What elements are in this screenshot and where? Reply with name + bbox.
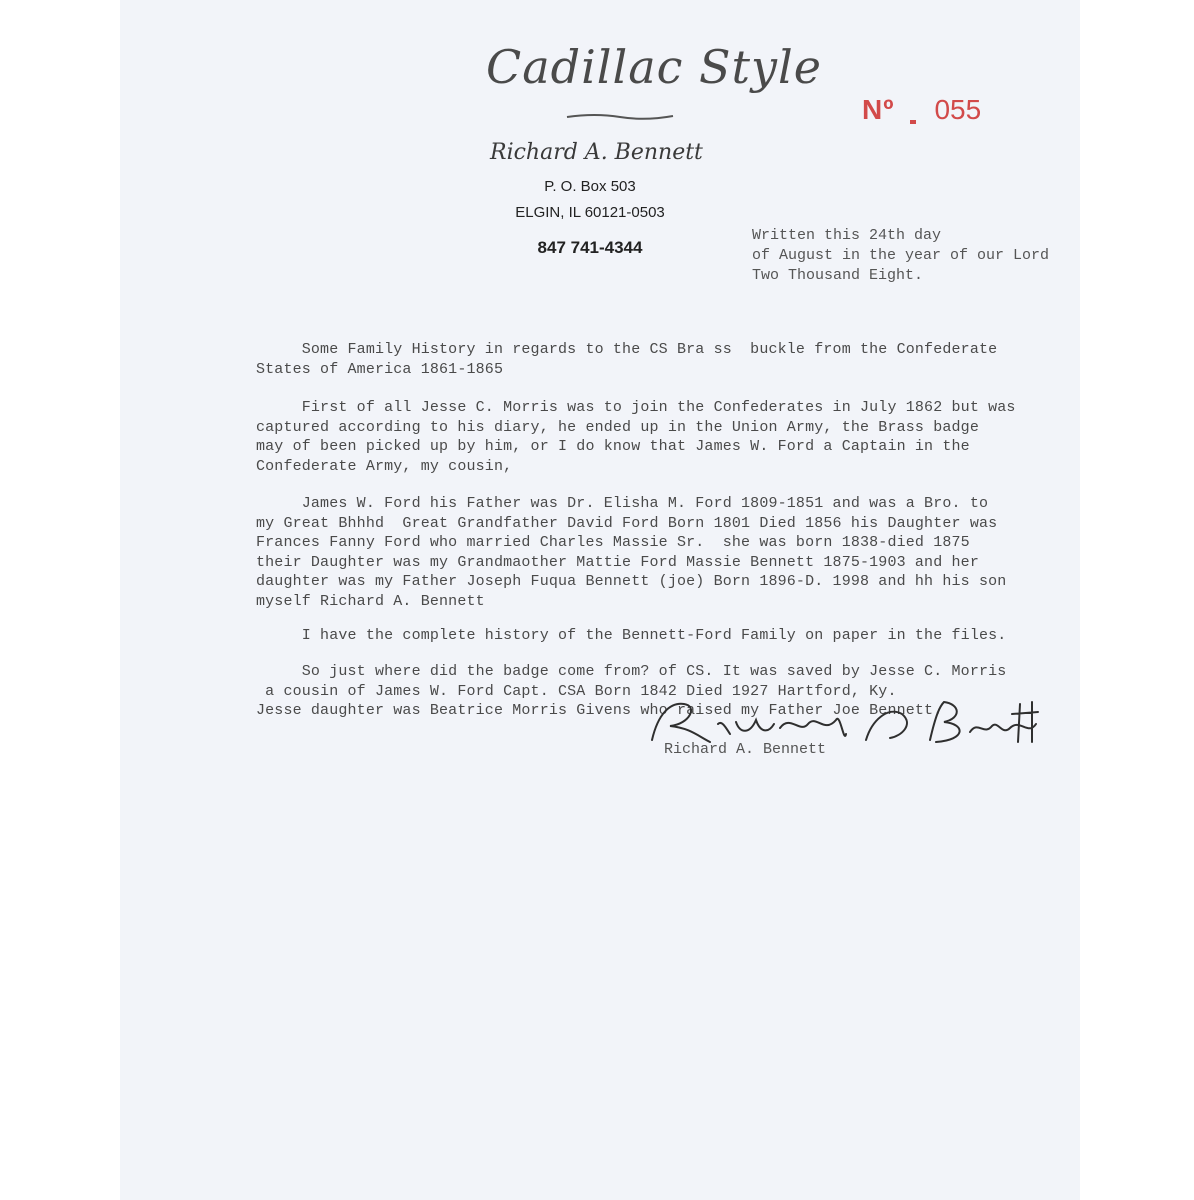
letterhead-po-box: P. O. Box 503	[544, 178, 636, 195]
paragraph-intro: Some Family History in regards to the CS Bra ss buckle from the Confederate States of America 1861-1865	[256, 341, 998, 378]
typed-signature-name: Richard A. Bennett	[664, 741, 827, 758]
letterhead-brand: Cadillac Style	[486, 40, 822, 94]
serial-prefix: Nº	[862, 94, 895, 125]
paragraph-history-files: I have the complete history of the Bennett-Ford Family on paper in the files.	[256, 627, 1007, 644]
letterhead-name: Richard A. Bennett	[490, 140, 703, 165]
date-block: Written this 24th day of August in the year of our Lord Two Thousand Eight.	[752, 227, 1050, 284]
page-background-margin	[1080, 0, 1194, 1200]
paragraph-genealogy: James W. Ford his Father was Dr. Elisha M. Ford 1809-1851 and was a Bro. to my Great Bhhhd Great Grandfather David Ford Born 1801 Died 1856 his Daughter was Frances Fanny Ford who married Charles Massie Sr. she was born 1838-died 1875 their Daughter was my Grandmaother Mattie Ford Massie Bennett 1875-1903 and her daughter was my Father Joseph Fuqua Bennett (joe) Born 1896-D. 1998 and hh his son myself Richard A. Bennett	[256, 495, 1007, 610]
paragraph-morris: First of all Jesse C. Morris was to join the Confederates in July 1862 but was captured according to his diary, he ended up in the Union Army, the Brass badge may of been picked up by him, or I do know that James W. Ford a Captain in the Confederate Army, my cousin,	[256, 399, 1016, 475]
paragraph-badge-origin: So just where did the badge come from? of CS. It was saved by Jesse C. Morris a cousin of James W. Ford Capt. CSA Born 1842 Died 1927 Hartford, Ky. Jesse daughter was Beatrice Morris Givens who raised my Father Joe Bennett.	[256, 663, 1007, 719]
letterhead-phone: 847 741-4344	[537, 238, 643, 257]
serial-number	[862, 94, 981, 126]
flourish-divider-icon	[565, 112, 675, 122]
serial-value: 055	[934, 94, 982, 125]
letterhead-city: ELGIN, IL 60121-0503	[515, 204, 665, 221]
